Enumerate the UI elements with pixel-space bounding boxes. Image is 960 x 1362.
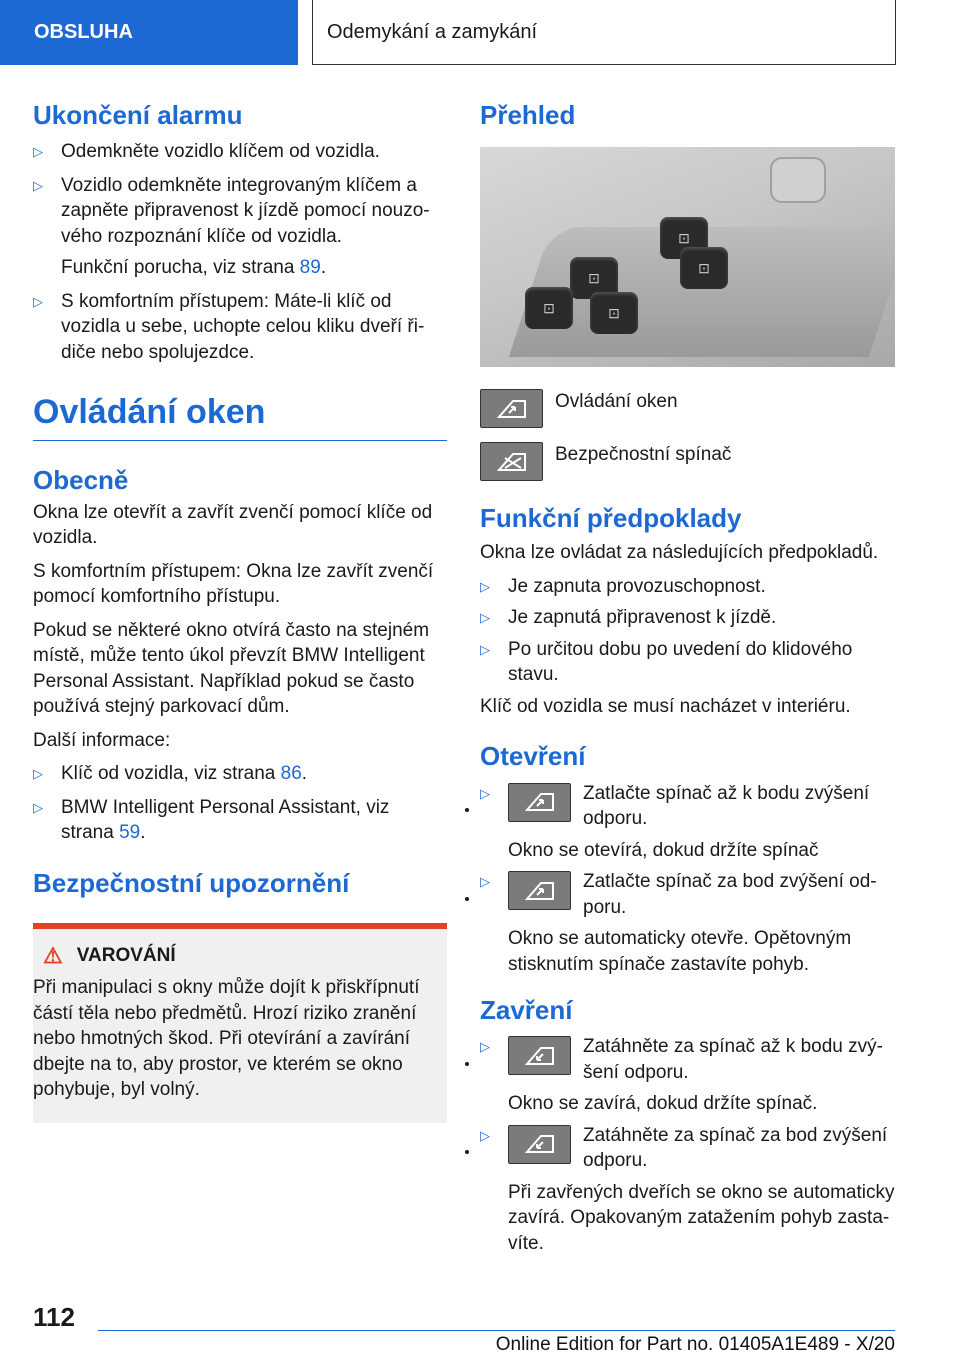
legend-label: Bezpečnostní spínač: [555, 444, 732, 466]
list-item: ▷ BMW Intelligent Personal Assistant, viz strana 59.: [33, 796, 390, 844]
window-switch-icon: ⊡: [570, 257, 618, 299]
alarm-heading: Ukončení alarmu: [33, 100, 243, 130]
closing-steps: [480, 1034, 895, 1256]
triangle-bullet-icon: ▷: [33, 144, 43, 160]
requirements-note: Klíč od vozidla se musí nacházet v interiéru.: [480, 695, 851, 717]
list-item: ▷ Po určitou dobu po uvedení do klidového stavu.: [480, 638, 853, 686]
triangle-bullet-icon: • ▷: [480, 1127, 490, 1143]
triangle-bullet-icon: ▷: [33, 293, 43, 309]
warning-box: [33, 923, 447, 1123]
footer-divider: [98, 1330, 895, 1331]
opening-heading: Otevření: [480, 741, 586, 772]
opening-steps: [480, 781, 895, 978]
list-item: ▷ S komfortním přístupem: Máte-li klíč od vozidla u sebe, uchopte celou kliku dveří řidiče nebo spolujezdce.: [33, 290, 425, 363]
page-link[interactable]: 89: [299, 257, 321, 279]
closing-heading: Zavření: [480, 995, 573, 1026]
page-link[interactable]: 59: [119, 822, 141, 844]
footer-edition: Online Edition for Part no. 01405A1E489 - X/20: [495, 1334, 895, 1355]
window-control-icon: [508, 871, 571, 910]
chapter-title: Odemykání a zamykání: [312, 0, 896, 65]
left-column: [33, 100, 447, 1123]
page-number: 112: [33, 1302, 75, 1332]
window-control-icon: [508, 1125, 571, 1164]
triangle-bullet-icon: ▷: [480, 641, 490, 657]
requirements-list: [480, 574, 895, 688]
requirements-intro: Okna lze ovládat za následujících předpokladů.: [480, 542, 879, 564]
more-info-label: Další informace:: [33, 729, 171, 751]
window-switch-icon: ⊡: [660, 217, 708, 259]
warning-title: ⚠ VAROVÁNÍ: [43, 943, 176, 969]
window-control-icon: [508, 1036, 571, 1075]
list-item: ▷ Vozidlo odemkněte integrovaným klíčem a zapněte připravenost k jízdě pomocí nouzového rozpoznání klíče od vozidla.: [33, 174, 430, 247]
section-tab: OBSLUHA: [0, 0, 298, 65]
general-p1: Okna lze otevřít a zavřít zvenčí pomocí klíče od vozidla.: [33, 501, 433, 549]
window-switches-photo: [480, 147, 895, 367]
warning-text: Při manipulaci s okny může dojít k přiskřípnutí částí těla nebo předmětů. Hrozí riziko zranění nebo hmotných škod. Při otevírání a zavírání dbejte na to, aby prostor, ve kterém se okno pohybuje, byl volný.: [33, 977, 420, 1101]
warning-triangle-icon: ⚠: [43, 943, 63, 969]
windows-heading: Ovládání oken: [33, 391, 447, 441]
triangle-bullet-icon: ▷: [33, 766, 43, 782]
triangle-bullet-icon: ▷: [480, 578, 490, 594]
list-item: • ▷ Zatáhněte za spínač za bod zvýšení odporu. Při zavřených dveřích se okno se automaticky zavírá. Opakovaným zatažením pohyb zastavíte.: [480, 1123, 895, 1257]
triangle-bullet-icon: • ▷: [480, 785, 490, 801]
list-item: • ▷ Zatlačte spínač za bod zvýšení odporu. Okno se automaticky otevře. Opětovným stisknutím spínače zastavíte pohyb.: [480, 869, 895, 977]
window-switch-icon: ⊡: [680, 247, 728, 289]
general-heading: Obecně: [33, 464, 129, 495]
alarm-list: [33, 139, 447, 249]
safety-switch-icon: [480, 442, 543, 481]
safety-heading: Bezpečnostní upozornění: [33, 867, 350, 898]
more-info-list: [33, 761, 447, 846]
legend-window-control: [480, 389, 895, 428]
list-item: ▷ Je zapnutá připravenost k jízdě.: [480, 605, 895, 631]
window-control-icon: [480, 389, 543, 428]
window-control-icon: [508, 783, 571, 822]
general-p3: Pokud se některé okno otvírá často na stejném místě, může tento úkol převzít BMW Intelligent Personal Assistant. Například pokud se často používá stejný parkovací dům.: [33, 619, 430, 718]
general-p2: S komfortním přístupem: Okna lze zavřít zvenčí pomocí komfortního přístupu.: [33, 560, 434, 608]
list-item: ▷ Odemkněte vozidlo klíčem od vozidla.: [33, 139, 447, 165]
triangle-bullet-icon: ▷: [480, 610, 490, 626]
triangle-bullet-icon: • ▷: [480, 874, 490, 890]
triangle-bullet-icon: ▷: [33, 799, 43, 815]
list-item: ▷ Je zapnuta provozuschopnost.: [480, 574, 895, 600]
list-item: • ▷ Zatáhněte za spínač až k bodu zvýšení odporu. Okno se zavírá, dokud držíte spínač.: [480, 1034, 895, 1117]
list-item: ▷ Klíč od vozidla, viz strana 86.: [33, 761, 447, 787]
requirements-heading: Funkční předpoklady: [480, 503, 742, 534]
triangle-bullet-icon: • ▷: [480, 1039, 490, 1055]
list-item: • ▷ Zatlačte spínač až k bodu zvýšení odporu. Okno se otevírá, dokud držíte spínač: [480, 781, 895, 864]
page-link[interactable]: 86: [280, 763, 302, 785]
legend-label: Ovládání oken: [555, 391, 678, 413]
window-switch-icon: ⊡: [590, 292, 638, 334]
window-switch-icon: ⊡: [525, 287, 573, 329]
alarm-subnote: Funkční porucha, viz strana 89.: [61, 257, 327, 279]
alarm-list-2: [33, 289, 447, 366]
overview-heading: Přehled: [480, 100, 576, 130]
mirror-control-icon: [770, 157, 826, 203]
right-column: [480, 100, 895, 1262]
triangle-bullet-icon: ▷: [33, 177, 43, 193]
legend-safety-switch: [480, 442, 895, 481]
